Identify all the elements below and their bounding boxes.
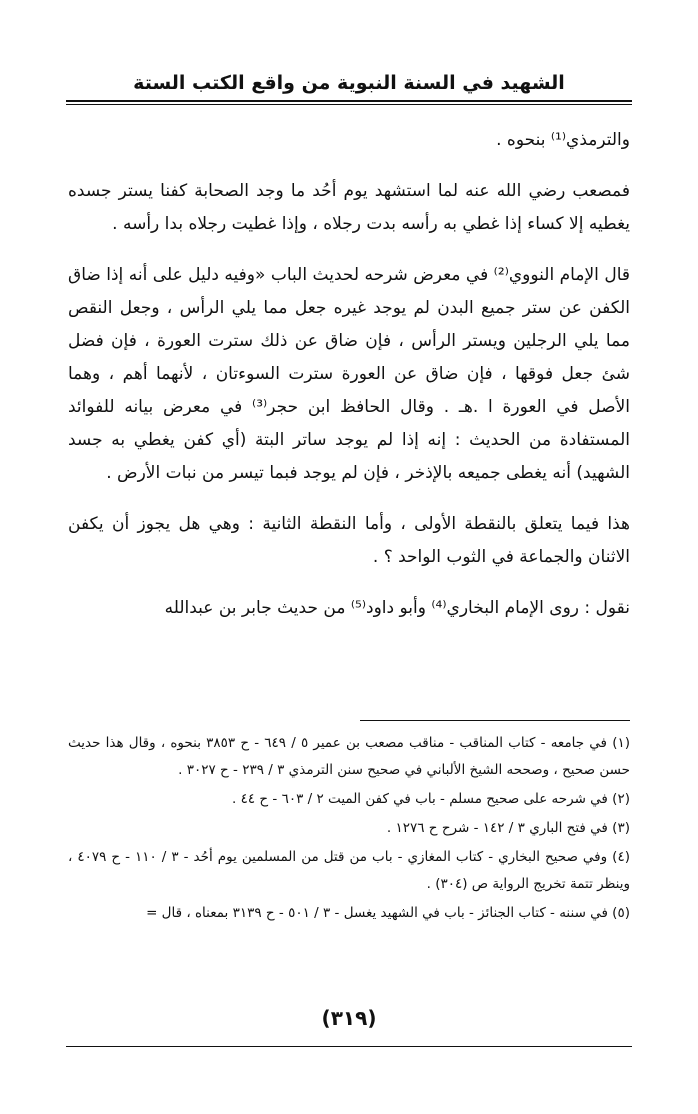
footnote: (٥) في سننه - كتاب الجنائز - باب في الشهيد يغسل - ٣ / ٥٠١ - ح ٣١٣٩ بمعناه ، قال = xyxy=(146,905,630,921)
paragraph: فمصعب رضي الله عنه لما استشهد يوم أحُد ما وجد الصحابة كفنا يستر جسده يغطيه إلا كساء إذا غطي به رأسه بدت رجلاه ، وإذا غطيت رجلاه بدا رأسه . xyxy=(68,181,630,234)
paragraph: نقول : روى الإمام البخاري⁽⁴⁾ وأبو داود⁽⁵⁾ من حديث جابر بن عبدالله xyxy=(164,598,630,618)
footer-rule xyxy=(66,1046,632,1047)
footnote-separator xyxy=(360,720,630,721)
main-text xyxy=(68,124,630,643)
paragraph: قال الإمام النووي⁽²⁾ في معرض شرحه لحديث الباب «وفيه دليل على أنه إذا ضاق الكفن عن ستر جميع البدن لم يوجد غيره جعل مما يلي الرأس ، وجعل النقص مما يلي الرجلين ويستر الرأس ، فإن ضاق عن ذلك سترت العورة ، فإن فضل شئ جعل فوقها ، فإن ضاق عن العورة سترت السوءتان ، لأنهما أهم ، وهما الأصل في العورة ا .هـ . وقال الحافظ ابن حجر⁽³⁾ في معرض بيانه للفوائد المستفادة من الحديث : إنه إذا لم يوجد ساتر البتة (أي كفن يغطي به جسد الشهيد) أنه يغطى جميعه بالإذخر ، فإن لم يوجد فبما تيسر من نبات الأرض . xyxy=(68,265,631,483)
running-head: الشهيد في السنة النبوية من واقع الكتب الستة xyxy=(133,72,565,94)
paragraph: والترمذي⁽¹⁾ بنحوه . xyxy=(496,130,630,150)
header-rule-thin xyxy=(66,104,632,105)
paragraph: هذا فيما يتعلق بالنقطة الأولى ، وأما النقطة الثانية : وهي هل يجوز أن يكفن الاثنان والجماعة في الثوب الواحد ؟ . xyxy=(68,514,630,567)
footnote: (٢) في شرحه على صحيح مسلم - باب في كفن الميت ٢ / ٦٠٣ - ح ٤٤ . xyxy=(232,791,630,807)
page-number: (٣١٩) xyxy=(321,1006,377,1030)
footnote: (١) في جامعه - كتاب المناقب - مناقب مصعب بن عمير ٥ / ٦٤٩ - ح ٣٨٥٣ بنحوه ، وقال هذا حديث حسن صحيح ، وصححه الشيخ الألباني في صحيح سنن الترمذي ٣ / ٢٣٩ - ح ٣٠٢٧ . xyxy=(68,735,631,778)
footnotes xyxy=(68,730,630,929)
footnote: (٤) وفي صحيح البخاري - كتاب المغازي - باب من قتل من المسلمين يوم أحُد - ٣ / ١١٠ - ح ٤٠٧٩ ، وينظر تتمة تخريج الرواية ص (٣٠٤) . xyxy=(68,849,630,892)
footnote: (٣) في فتح الباري ٣ / ١٤٢ - شرح ح ١٢٧٦ . xyxy=(386,820,630,836)
header-rule xyxy=(66,100,632,102)
